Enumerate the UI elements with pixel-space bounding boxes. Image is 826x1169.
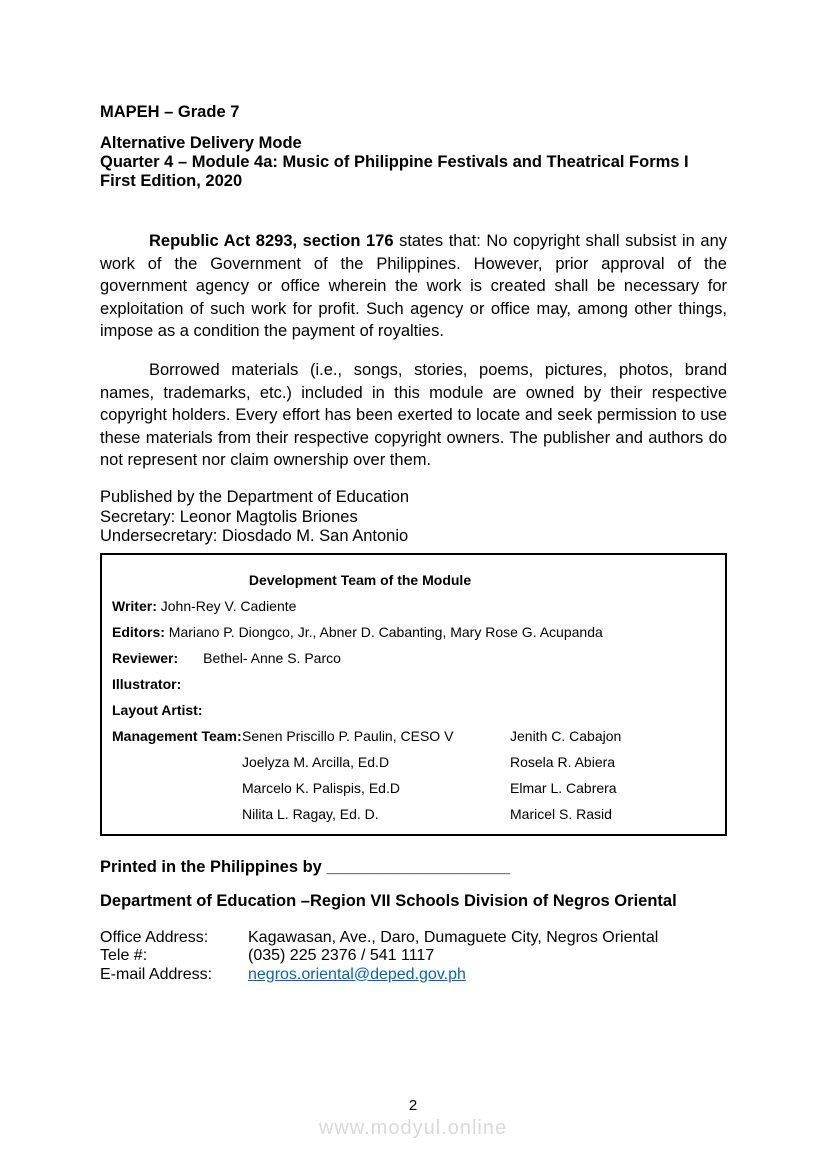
editors-value: Mariano P. Diongco, Jr., Abner D. Cabanting, Mary Rose G. Acupanda	[168, 623, 603, 640]
management-col1-name: Joelyza M. Arcilla, Ed.D	[242, 753, 390, 770]
division-line: Department of Education –Region VII Schools Division of Negros Oriental	[100, 891, 677, 910]
management-col1-name: Senen Priscillo P. Paulin, CESO V	[242, 727, 454, 744]
management-col2-name: Maricel S. Rasid	[510, 805, 612, 822]
contact-info	[100, 929, 727, 985]
telephone-value: (035) 225 2376 / 541 1117	[248, 947, 435, 964]
undersecretary-line: Undersecretary: Diosdado M. San Antonio	[100, 527, 409, 545]
module-title-block	[100, 134, 727, 191]
development-team-rows	[112, 593, 715, 827]
republic-act-rest: states that: No copyright shall subsist in any work of the Government of the Philippines. However, prior approval of the government agency or office wherein the work is created shall be necessary for exploitation of such work for profit. Such agency or office may, among other things, impose as a condition the payment of royalties.	[100, 232, 728, 340]
management-col1-name: Marcelo K. Palispis, Ed.D	[242, 779, 400, 796]
delivery-mode-line: Alternative Delivery Mode	[100, 134, 302, 152]
writer-label: Writer:	[112, 597, 157, 614]
subject-grade-heading: MAPEH – Grade 7	[100, 103, 240, 121]
telephone-label: Tele #:	[100, 947, 148, 964]
publisher-block	[100, 488, 727, 547]
writer-row	[112, 593, 715, 619]
module-title-line: Quarter 4 – Module 4a: Music of Philippine Festivals and Theatrical Forms I	[100, 153, 689, 171]
copyright-paragraph-1	[100, 230, 727, 343]
illustrator-label: Illustrator:	[112, 675, 182, 692]
development-team-title: Development Team of the Module	[248, 571, 472, 588]
illustrator-row	[112, 671, 715, 697]
page-content	[100, 0, 727, 984]
development-team-box	[100, 553, 727, 836]
page-number: 2	[408, 1097, 418, 1114]
management-col2-name: Rosela R. Abiera	[510, 753, 616, 770]
office-address-value: Kagawasan, Ave., Daro, Dumaguete City, Negros Oriental	[248, 928, 659, 946]
printed-by-line	[100, 858, 727, 877]
management-col2-name: Jenith C. Cabajon	[510, 727, 622, 744]
copyright-paragraph-2: Borrowed materials (i.e., songs, stories, poems, pictures, photos, brand names, trademarks, etc.) included in this module are owned by their respective copyright holders. Every effort has been exerted to locate and seek permission to use these materials from their respective copyright owners. The publisher and authors do not represent nor claim ownership over them.	[100, 361, 727, 469]
management-col1-name: Nilita L. Ragay, Ed. D.	[242, 805, 379, 822]
layout-artist-row	[112, 697, 715, 723]
reviewer-row	[112, 645, 715, 671]
republic-act-bold: Republic Act 8293, section 176	[149, 232, 394, 250]
layout-artist-label: Layout Artist:	[112, 701, 203, 718]
writer-value: John-Rey V. Cadiente	[160, 597, 297, 614]
email-label: E-mail Address:	[100, 965, 213, 983]
published-by-line: Published by the Department of Education	[100, 488, 410, 506]
email-link[interactable]: negros.oriental@deped.gov.ph	[248, 965, 466, 983]
printed-by-label: Printed in the Philippines by	[100, 857, 327, 876]
office-address-label: Office Address:	[100, 928, 209, 946]
secretary-line: Secretary: Leonor Magtolis Briones	[100, 507, 358, 526]
management-team-label: Management Team:	[112, 727, 242, 744]
editors-row	[112, 619, 715, 645]
watermark-text: www.modyul.online	[318, 1117, 508, 1139]
reviewer-value: Bethel- Anne S. Parco	[203, 649, 341, 666]
management-team-grid	[112, 723, 715, 827]
editors-label: Editors:	[112, 623, 165, 640]
edition-line: First Edition, 2020	[100, 172, 243, 190]
printed-by-blank: ____________________	[326, 857, 510, 876]
management-col2-name: Elmar L. Cabrera	[510, 779, 617, 796]
reviewer-label: Reviewer:	[112, 649, 179, 666]
